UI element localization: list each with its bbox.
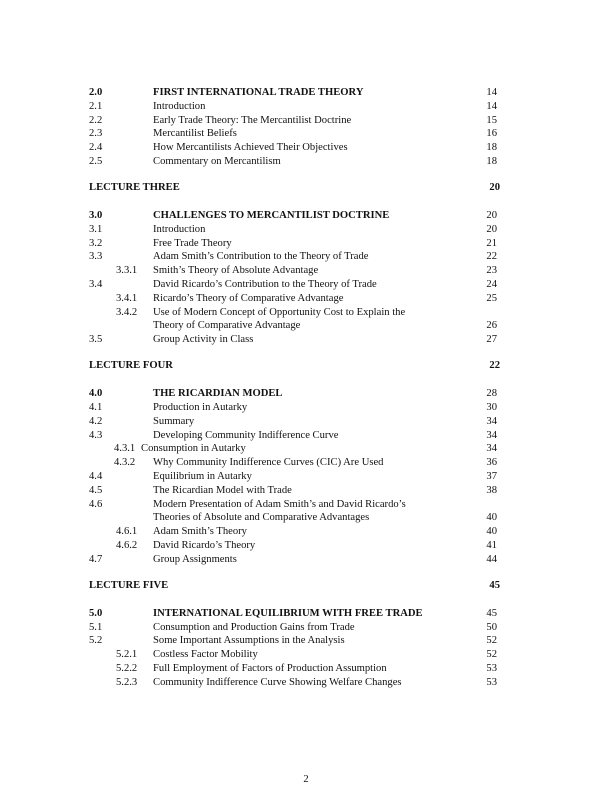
entry-number: 4.1	[89, 402, 103, 413]
entry-number: 4.3.2	[114, 457, 136, 469]
entry-number: 5.2.3	[116, 676, 138, 688]
entry-title: Modern Presentation of Adam Smith’s and David Ricardo’s	[153, 498, 406, 510]
toc-entry	[0, 114, 612, 128]
entry-number: 3.0	[89, 210, 103, 221]
entry-title: Why Community Indifference Curves (CIC) Are Used	[153, 457, 384, 469]
toc-entry	[0, 155, 612, 169]
section-title: THE RICARDIAN MODEL	[153, 388, 283, 400]
page-ref: 23	[486, 265, 497, 277]
entry-title: David Ricardo’s Contribution to the Theory of Trade	[153, 279, 377, 290]
entry-number: 2.1	[89, 100, 103, 112]
page-ref: 40	[486, 512, 497, 524]
entry-title: Consumption in Autarky	[141, 443, 246, 455]
entry-number: 3.4	[89, 279, 103, 290]
page-ref: 41	[486, 540, 497, 551]
page-ref: 18	[486, 156, 497, 167]
toc-entry	[0, 634, 612, 648]
entry-number: 2.5	[89, 156, 103, 167]
entry-title: Full Employment of Factors of Production Assumption	[153, 663, 387, 674]
page-ref: 34	[486, 429, 497, 441]
page-ref: 22	[486, 251, 497, 263]
toc-entry	[0, 484, 612, 498]
page-ref: 52	[486, 649, 497, 661]
toc-entry	[0, 86, 612, 100]
toc-entry	[0, 292, 612, 306]
page-ref: 34	[486, 415, 497, 427]
entry-title: Ricardo’s Theory of Comparative Advantage	[153, 292, 344, 304]
entry-number: 5.2	[89, 635, 103, 647]
entry-title: Adam Smith’s Contribution to the Theory of Trade	[153, 251, 369, 263]
entry-number: 5.2.2	[116, 663, 138, 674]
page-ref: 22	[489, 360, 500, 372]
toc-entry	[0, 415, 612, 429]
page-ref: 53	[486, 676, 497, 688]
entry-title: Group Activity in Class	[153, 334, 254, 346]
entry-number: 5.2.1	[116, 649, 138, 661]
entry-number: 2.3	[89, 128, 103, 140]
entry-number: 4.0	[89, 388, 103, 400]
lecture-title: LECTURE FIVE	[89, 579, 169, 591]
page-ref: 27	[486, 334, 497, 346]
entry-number: 4.7	[89, 553, 103, 565]
page-ref: 20	[489, 182, 500, 193]
page-ref: 21	[486, 237, 497, 249]
entry-number: 3.4.2	[116, 306, 138, 318]
toc-entry	[0, 539, 612, 553]
entry-title: Early Trade Theory: The Mercantilist Doctrine	[153, 114, 352, 126]
page-ref: 45	[486, 607, 497, 619]
entry-title: Community Indifference Curve Showing Welfare Changes	[153, 676, 402, 688]
page-ref: 25	[486, 292, 497, 304]
entry-title: Adam Smith’s Theory	[153, 526, 247, 538]
page-ref: 44	[486, 553, 497, 565]
entry-title: Use of Modern Concept of Opportunity Cost to Explain the	[153, 306, 406, 318]
entry-title: Consumption and Production Gains from Trade	[153, 621, 355, 633]
page-ref: 36	[486, 457, 497, 469]
page-ref: 45	[489, 579, 500, 591]
toc-entry	[0, 607, 612, 621]
toc-entry	[0, 333, 612, 347]
entry-number: 3.2	[89, 237, 103, 249]
entry-title: Smith’s Theory of Absolute Advantage	[153, 265, 319, 277]
entry-title: Costless Factor Mobility	[153, 649, 258, 661]
toc-entry	[0, 470, 612, 484]
page-ref: 38	[486, 484, 497, 496]
toc-entry	[0, 319, 612, 333]
lecture-heading	[0, 359, 612, 373]
lecture-heading	[0, 181, 612, 195]
entry-title: How Mercantilists Achieved Their Objectives	[153, 142, 348, 154]
page-ref: 14	[486, 100, 497, 112]
entry-title: Equilibrium in Autarky	[153, 471, 252, 482]
toc-entry	[0, 676, 612, 690]
toc-entry	[0, 306, 612, 320]
entry-number: 3.5	[89, 334, 103, 346]
toc-entry	[0, 278, 612, 292]
entry-number: 4.6.1	[116, 526, 138, 538]
toc-entry	[0, 250, 612, 264]
toc-entry	[0, 621, 612, 635]
page-ref: 18	[486, 142, 497, 154]
entry-title: Commentary on Mercantilism	[153, 156, 281, 167]
toc-entry	[0, 553, 612, 567]
toc-entry	[0, 456, 612, 470]
entry-title: Mercantilist Beliefs	[153, 128, 237, 140]
entry-number: 4.2	[89, 415, 103, 427]
entry-title: David Ricardo’s Theory	[153, 540, 256, 551]
entry-title: Theories of Absolute and Comparative Advantages	[153, 512, 370, 524]
entry-number: 4.6.2	[116, 540, 138, 551]
page-ref: 34	[486, 443, 497, 455]
toc-entry	[0, 100, 612, 114]
page-ref: 37	[486, 471, 497, 482]
lecture-title: LECTURE FOUR	[89, 360, 173, 372]
page-ref: 40	[486, 526, 497, 538]
page-ref: 20	[486, 210, 497, 221]
entry-number: 4.6	[89, 498, 103, 510]
toc-entry	[0, 511, 612, 525]
section-title: FIRST INTERNATIONAL TRADE THEORY	[153, 87, 364, 98]
entry-number: 4.5	[89, 484, 103, 496]
toc-entry	[0, 648, 612, 662]
lecture-heading	[0, 579, 612, 593]
entry-title: Introduction	[153, 223, 206, 235]
page-ref: 30	[486, 402, 497, 413]
entry-title: Production in Autarky	[153, 402, 248, 413]
page-ref: 16	[486, 128, 497, 140]
lecture-title: LECTURE THREE	[89, 182, 180, 193]
page-ref: 50	[486, 621, 497, 633]
page-ref: 15	[486, 114, 497, 126]
toc-entry	[0, 264, 612, 278]
toc-entry	[0, 223, 612, 237]
entry-number: 5.0	[89, 607, 103, 619]
entry-number: 3.3.1	[116, 265, 138, 277]
page-ref: 26	[486, 320, 497, 332]
toc-entry	[0, 401, 612, 415]
entry-title: Some Important Assumptions in the Analysis	[153, 635, 345, 647]
entry-title: Summary	[153, 415, 195, 427]
entry-title: Developing Community Indifference Curve	[153, 429, 339, 441]
entry-title: The Ricardian Model with Trade	[153, 484, 292, 496]
entry-number: 3.4.1	[116, 292, 138, 304]
toc-entry	[0, 127, 612, 141]
entry-title: Theory of Comparative Advantage	[153, 320, 301, 332]
page-ref: 24	[486, 279, 497, 290]
entry-number: 5.1	[89, 621, 103, 633]
entry-title: Introduction	[153, 100, 206, 112]
entry-title: Group Assignments	[153, 553, 237, 565]
section-title: INTERNATIONAL EQUILIBRIUM WITH FREE TRADE	[153, 607, 423, 619]
toc-entry	[0, 209, 612, 223]
page-ref: 20	[486, 223, 497, 235]
entry-number: 2.2	[89, 114, 103, 126]
entry-number: 4.4	[89, 471, 103, 482]
toc-entry	[0, 442, 612, 456]
page-ref: 28	[486, 388, 497, 400]
entry-number: 2.4	[89, 142, 103, 154]
entry-number: 4.3	[89, 429, 103, 441]
toc-entry	[0, 387, 612, 401]
toc-entry	[0, 141, 612, 155]
entry-number: 3.1	[89, 223, 103, 235]
page-ref: 52	[486, 635, 497, 647]
toc-entry	[0, 525, 612, 539]
entry-number: 2.0	[89, 87, 103, 98]
toc-entry	[0, 662, 612, 676]
toc-entry	[0, 429, 612, 443]
entry-title: Free Trade Theory	[153, 237, 232, 249]
toc-entry	[0, 498, 612, 512]
page-number: 2	[303, 774, 309, 785]
entry-number: 4.3.1	[114, 443, 136, 455]
entry-number: 3.3	[89, 251, 103, 263]
page-ref: 14	[486, 87, 497, 98]
page-ref: 53	[486, 663, 497, 674]
toc-entry	[0, 237, 612, 251]
section-title: CHALLENGES TO MERCANTILIST DOCTRINE	[153, 210, 390, 221]
